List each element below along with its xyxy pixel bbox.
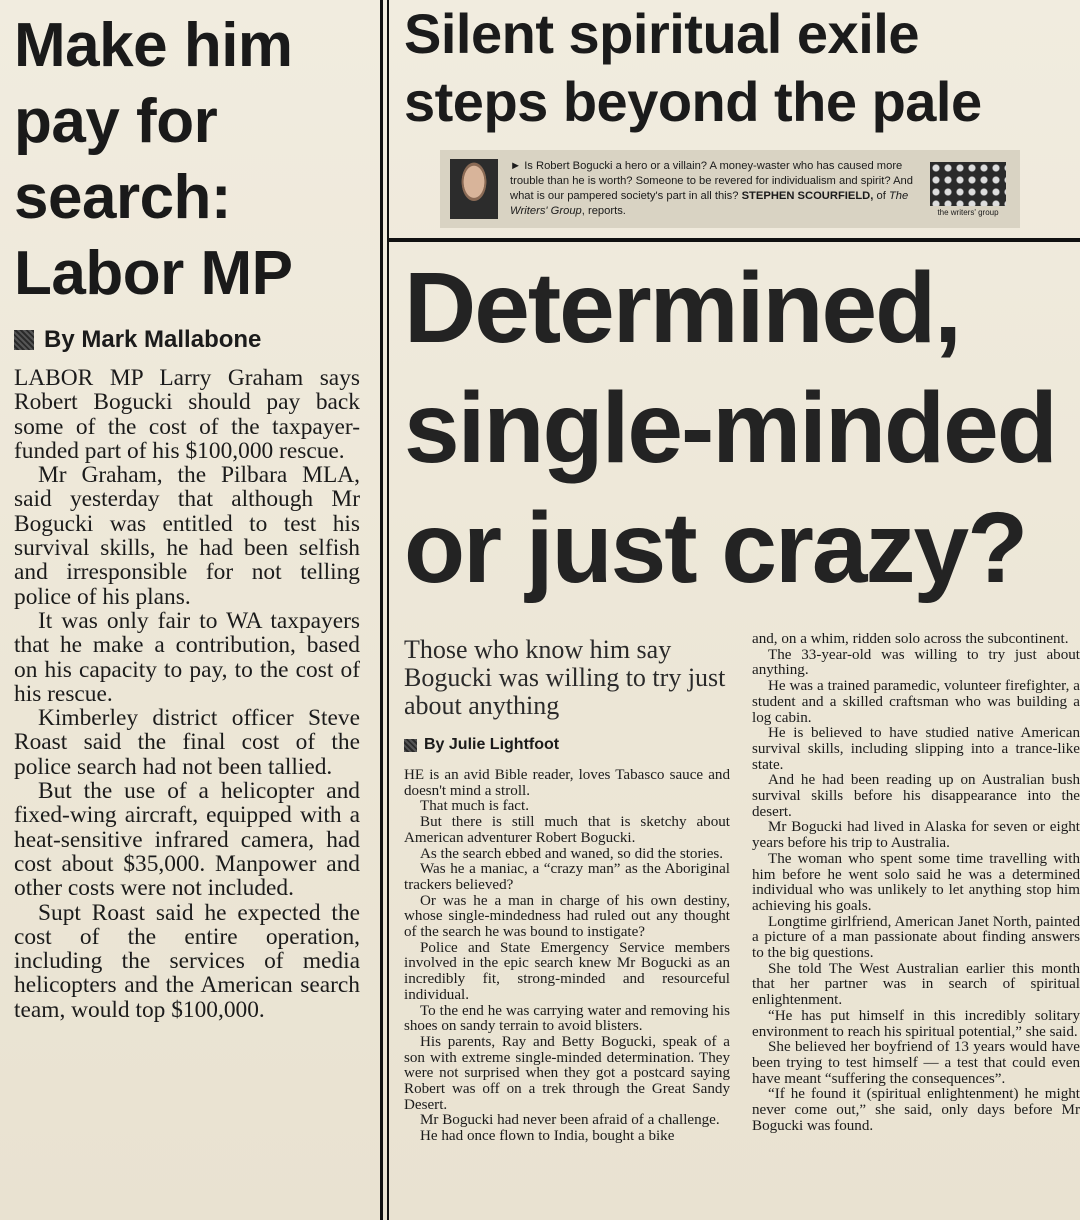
column-rule-inner — [387, 0, 389, 1220]
left-paragraph: But the use of a helicopter and fixed-wing aircraft, equipped with a heat-sensitive infrared camera, had cost about $35,000. Manpower and other costs were not included. — [14, 778, 360, 902]
left-paragraph: Supt Roast said he expected the cost of the entire operation, including the services of media helicopters and the American search team, would top $100,000. — [14, 899, 360, 1023]
body-paragraph: Police and State Emergency Service members involved in the epic search knew Mr Bogucki as an incredibly fit, strong-minded and resourceful individual. — [404, 939, 730, 1003]
main-headline — [392, 248, 1080, 608]
body-paragraph: His parents, Ray and Betty Bogucki, speak of a son with extreme single-minded determination. They were not surprised when they got a postcard saying Robert was off on a trek through the Great Sandy Desert. — [404, 1033, 730, 1113]
left-byline — [14, 326, 360, 354]
main-headline-line: Determined, — [404, 252, 960, 364]
byline-square-icon — [14, 330, 34, 350]
body-paragraph: He is believed to have studied native American survival skills, including slipping into a trance-like state. — [752, 725, 1080, 773]
body-paragraph: To the end he was carrying water and removing his shoes on sandy terrain to avoid blisters. — [404, 1002, 730, 1035]
left-headline-line: Make him — [14, 11, 293, 80]
standfirst: Those who know him say Bogucki was willing to try just about anything — [404, 635, 726, 720]
body-paragraph: Was he a maniac, a “crazy man” as the Aboriginal trackers believed? — [404, 861, 730, 893]
body-paragraph: But there is still much that is sketchy about American adventurer Robert Bogucki. — [404, 814, 730, 846]
top-headline-line: steps beyond the pale — [404, 70, 982, 133]
left-paragraph: Mr Graham, the Pilbara MLA, said yesterday that although Mr Bogucki was entitled to test his survival skills, he had been selfish and irresponsible for not telling police of his plans. — [14, 462, 360, 610]
promo-of: of — [876, 190, 886, 202]
left-paragraph: LABOR MP Larry Graham says Robert Bogucki should pay back some of the cost of the taxpayer-funded part of his $100,000 rescue. — [14, 365, 360, 464]
main-column-2 — [752, 632, 1080, 1145]
main-body-col2 — [752, 632, 1080, 1135]
body-paragraph: And he had been reading up on Australian bush survival skills before his disappearance into the desert. — [752, 772, 1080, 820]
body-paragraph: He had once flown to India, bought a bike — [420, 1128, 675, 1145]
body-paragraph: Mr Bogucki had lived in Alaska for seven or eight years before his trip to Australia. — [752, 819, 1080, 852]
body-paragraph: HE is an avid Bible reader, loves Tabasco sauce and doesn't mind a stroll. — [404, 767, 730, 799]
body-paragraph: Longtime girlfriend, American Janet North, painted a picture of a man passionate about finding answers to the big questions. — [752, 913, 1080, 962]
body-paragraph: The 33-year-old was willing to try just about anything. — [752, 646, 1080, 679]
left-headline-line: Labor MP — [14, 239, 293, 308]
main-headline-line: or just crazy? — [404, 492, 1027, 604]
top-story — [392, 0, 1080, 238]
promo-group: The Writers' Group — [510, 190, 909, 217]
body-paragraph: She told The West Australian earlier this month that her partner was in search of spiritual enlightenment. — [752, 960, 1080, 1009]
column-rule-left — [380, 0, 383, 1220]
main-columns — [404, 631, 1080, 1145]
typewriter-icon — [930, 162, 1006, 206]
body-paragraph: and, on a whim, ridden solo across the subcontinent. — [752, 631, 1069, 647]
body-paragraph: The woman who spent some time travelling with him before he went solo said he was a determined individual who was unlikely to let anything stop him achieving his goals. — [752, 850, 1080, 914]
horizontal-rule-top-box — [387, 238, 1080, 242]
promo-reports: , reports. — [581, 205, 626, 217]
body-paragraph: Or was he a man in charge of his own destiny, whose single-mindedness had ruled out any thought of the search he was bound to instigate? — [404, 892, 730, 941]
main-headline-line: single-minded — [404, 372, 1056, 484]
promo-text — [510, 159, 914, 219]
left-headline-line: search: — [14, 163, 232, 232]
body-paragraph: She believed her boyfriend of 13 years would have been trying to test himself — a test that could even have meant “suffering the consequences”. — [752, 1039, 1080, 1087]
writers-group-logo — [926, 162, 1010, 217]
main-story — [392, 248, 1080, 1220]
body-paragraph: Mr Bogucki had never been afraid of a challenge. — [420, 1112, 720, 1129]
author-photo — [450, 159, 498, 219]
left-byline-text: By Mark Mallabone — [44, 326, 262, 353]
body-paragraph: As the search ebbed and waned, so did the stories. — [420, 845, 724, 862]
arrow-icon: ► — [510, 160, 522, 172]
top-headline-line: Silent spiritual exile — [404, 2, 919, 65]
promo-question: Is Robert Bogucki a hero or a villain? A money-waster who has caused more trouble than he is worth? Someone to be revered for individualism and spirit? And what is our pampered society's part in all this? — [510, 160, 913, 202]
body-paragraph: “If he found it (spiritual enlightenment) he might never come out,” she said, only days before Mr Bogucki was found. — [752, 1086, 1080, 1134]
byline-square-icon — [404, 739, 417, 752]
top-headline — [392, 0, 1080, 136]
promo-box — [440, 150, 1020, 228]
body-paragraph: He was a trained paramedic, volunteer firefighter, a student and a skilled craftsman who was building a log cabin. — [752, 678, 1080, 726]
left-body — [14, 366, 360, 1022]
left-story — [14, 8, 360, 1216]
left-paragraph: It was only fair to WA taxpayers that he make a contribution, based on his capacity to pay, to the cost of his rescue. — [14, 607, 360, 707]
body-paragraph: “He has put himself in this incredibly solitary environment to reach his spiritual potential,” she said. — [752, 1007, 1080, 1040]
body-paragraph: That much is fact. — [420, 798, 529, 815]
logo-caption: the writers' group — [937, 207, 999, 217]
left-headline-line: pay for — [14, 87, 218, 156]
main-column-1 — [404, 636, 730, 1145]
main-body-col1 — [404, 768, 730, 1145]
left-headline — [14, 8, 360, 312]
promo-author: STEPHEN SCOURFIELD, — [741, 190, 874, 202]
main-byline — [404, 736, 730, 754]
main-byline-text: By Julie Lightfoot — [424, 736, 560, 753]
left-paragraph: Kimberley district officer Steve Roast said the final cost of the police search had not been tallied. — [14, 705, 360, 780]
